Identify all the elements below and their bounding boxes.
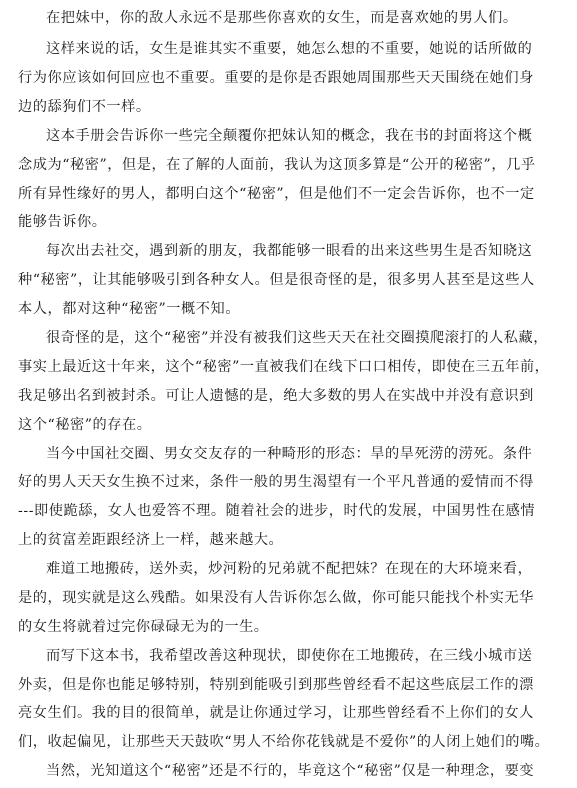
- text-line: 事实上最近这十年来，这个“秘密”一直被我们在线下口口相传，即使在三五年前，: [18, 359, 550, 375]
- text-line: 难道工地搬砖，送外卖，炒河粉的兄弟就不配把妹？在现在的大环境来看，: [46, 561, 533, 577]
- text-line: 而写下这本书，我希望改善这种现状，即使你在工地搬砖，在三线小城市送: [46, 648, 533, 664]
- text-line: 是的，现实就是这么残酷。如果没有人告诉你怎么做，你可能只能找个朴实无华: [18, 590, 534, 606]
- text-line: 念成为“秘密”，但是，在了解的人面前，我认为这顶多算是“公开的秘密”，几乎: [18, 157, 536, 173]
- text-line: ---即使跪舔，女人也爱答不理。随着社会的进步，时代的发展，中国男性在感情: [18, 503, 536, 519]
- text-line: 好的男人天天女生换不过来，条件一般的男生渴望有一个平凡普通的爱情而不得: [18, 474, 534, 490]
- text-line: 种“秘密”，让其能够吸引到各种女人。但是很奇怪的是，很多男人甚至是这些人: [18, 272, 535, 288]
- text-line: 所有异性缘好的男人，都明白这个“秘密”，但是他们不一定会告诉你，也不一定: [18, 186, 535, 202]
- text-line: 这个“秘密”的存在。: [18, 417, 152, 433]
- text-line: 我足够出名到被封杀。可让人遗憾的是，绝大多数的男人在实战中并没有意识到: [18, 388, 534, 404]
- text-line: 在把妹中，你的敌人永远不是那些你喜欢的女生，而是喜欢她的男人们。: [46, 10, 518, 26]
- text-line: 很奇怪的是，这个“秘密”并没有被我们这些天天在社交圈摸爬滚打的人私藏，: [46, 330, 548, 346]
- text-line: 当今中国社交圈、男女交友存的一种畸形的形态：旱的旱死涝的涝死。条件: [46, 446, 533, 462]
- text-line: 当然，光知道这个“秘密”还是不行的，毕竟这个“秘密”仅是一种理念，要变: [46, 763, 535, 779]
- text-line: 上的贫富差距跟经济上一样，越来越大。: [18, 532, 284, 548]
- text-line: 的女生将就着过完你碌碌无为的一生。: [18, 619, 269, 635]
- text-line: 这样来说的话，女生是谁其实不重要，她怎么想的不重要，她说的话所做的: [46, 41, 533, 57]
- text-line: 每次出去社交，遇到新的朋友，我都能够一眼看的出来这些男生是否知晓这: [46, 243, 533, 259]
- text-line: 边的舔狗们不一样。: [18, 99, 151, 115]
- text-line: 行为你应该如何回应也不重要。重要的是你是否跟她周围那些天天围绕在她们身: [18, 70, 534, 86]
- text-line: 外卖，但是你也能足够特别，特别到能吸引到那些曾经看不起这些底层工作的漂: [18, 677, 534, 693]
- text-line: 这本手册会告诉你一些完全颠覆你把妹认知的概念，我在书的封面将这个概: [46, 128, 533, 144]
- text-line: 本人，都对这种“秘密”一概不知。: [18, 301, 240, 317]
- text-line: 能够告诉你。: [18, 214, 107, 230]
- text-line: 们，收起偏见，让那些天天鼓吹“男人不给你花钱就是不爱你”的人闭上她们的嘴。: [18, 734, 550, 750]
- text-line: 亮女生们。我的目的很简单，就是让你通过学习，让那些曾经看不上你们的女人: [18, 705, 534, 721]
